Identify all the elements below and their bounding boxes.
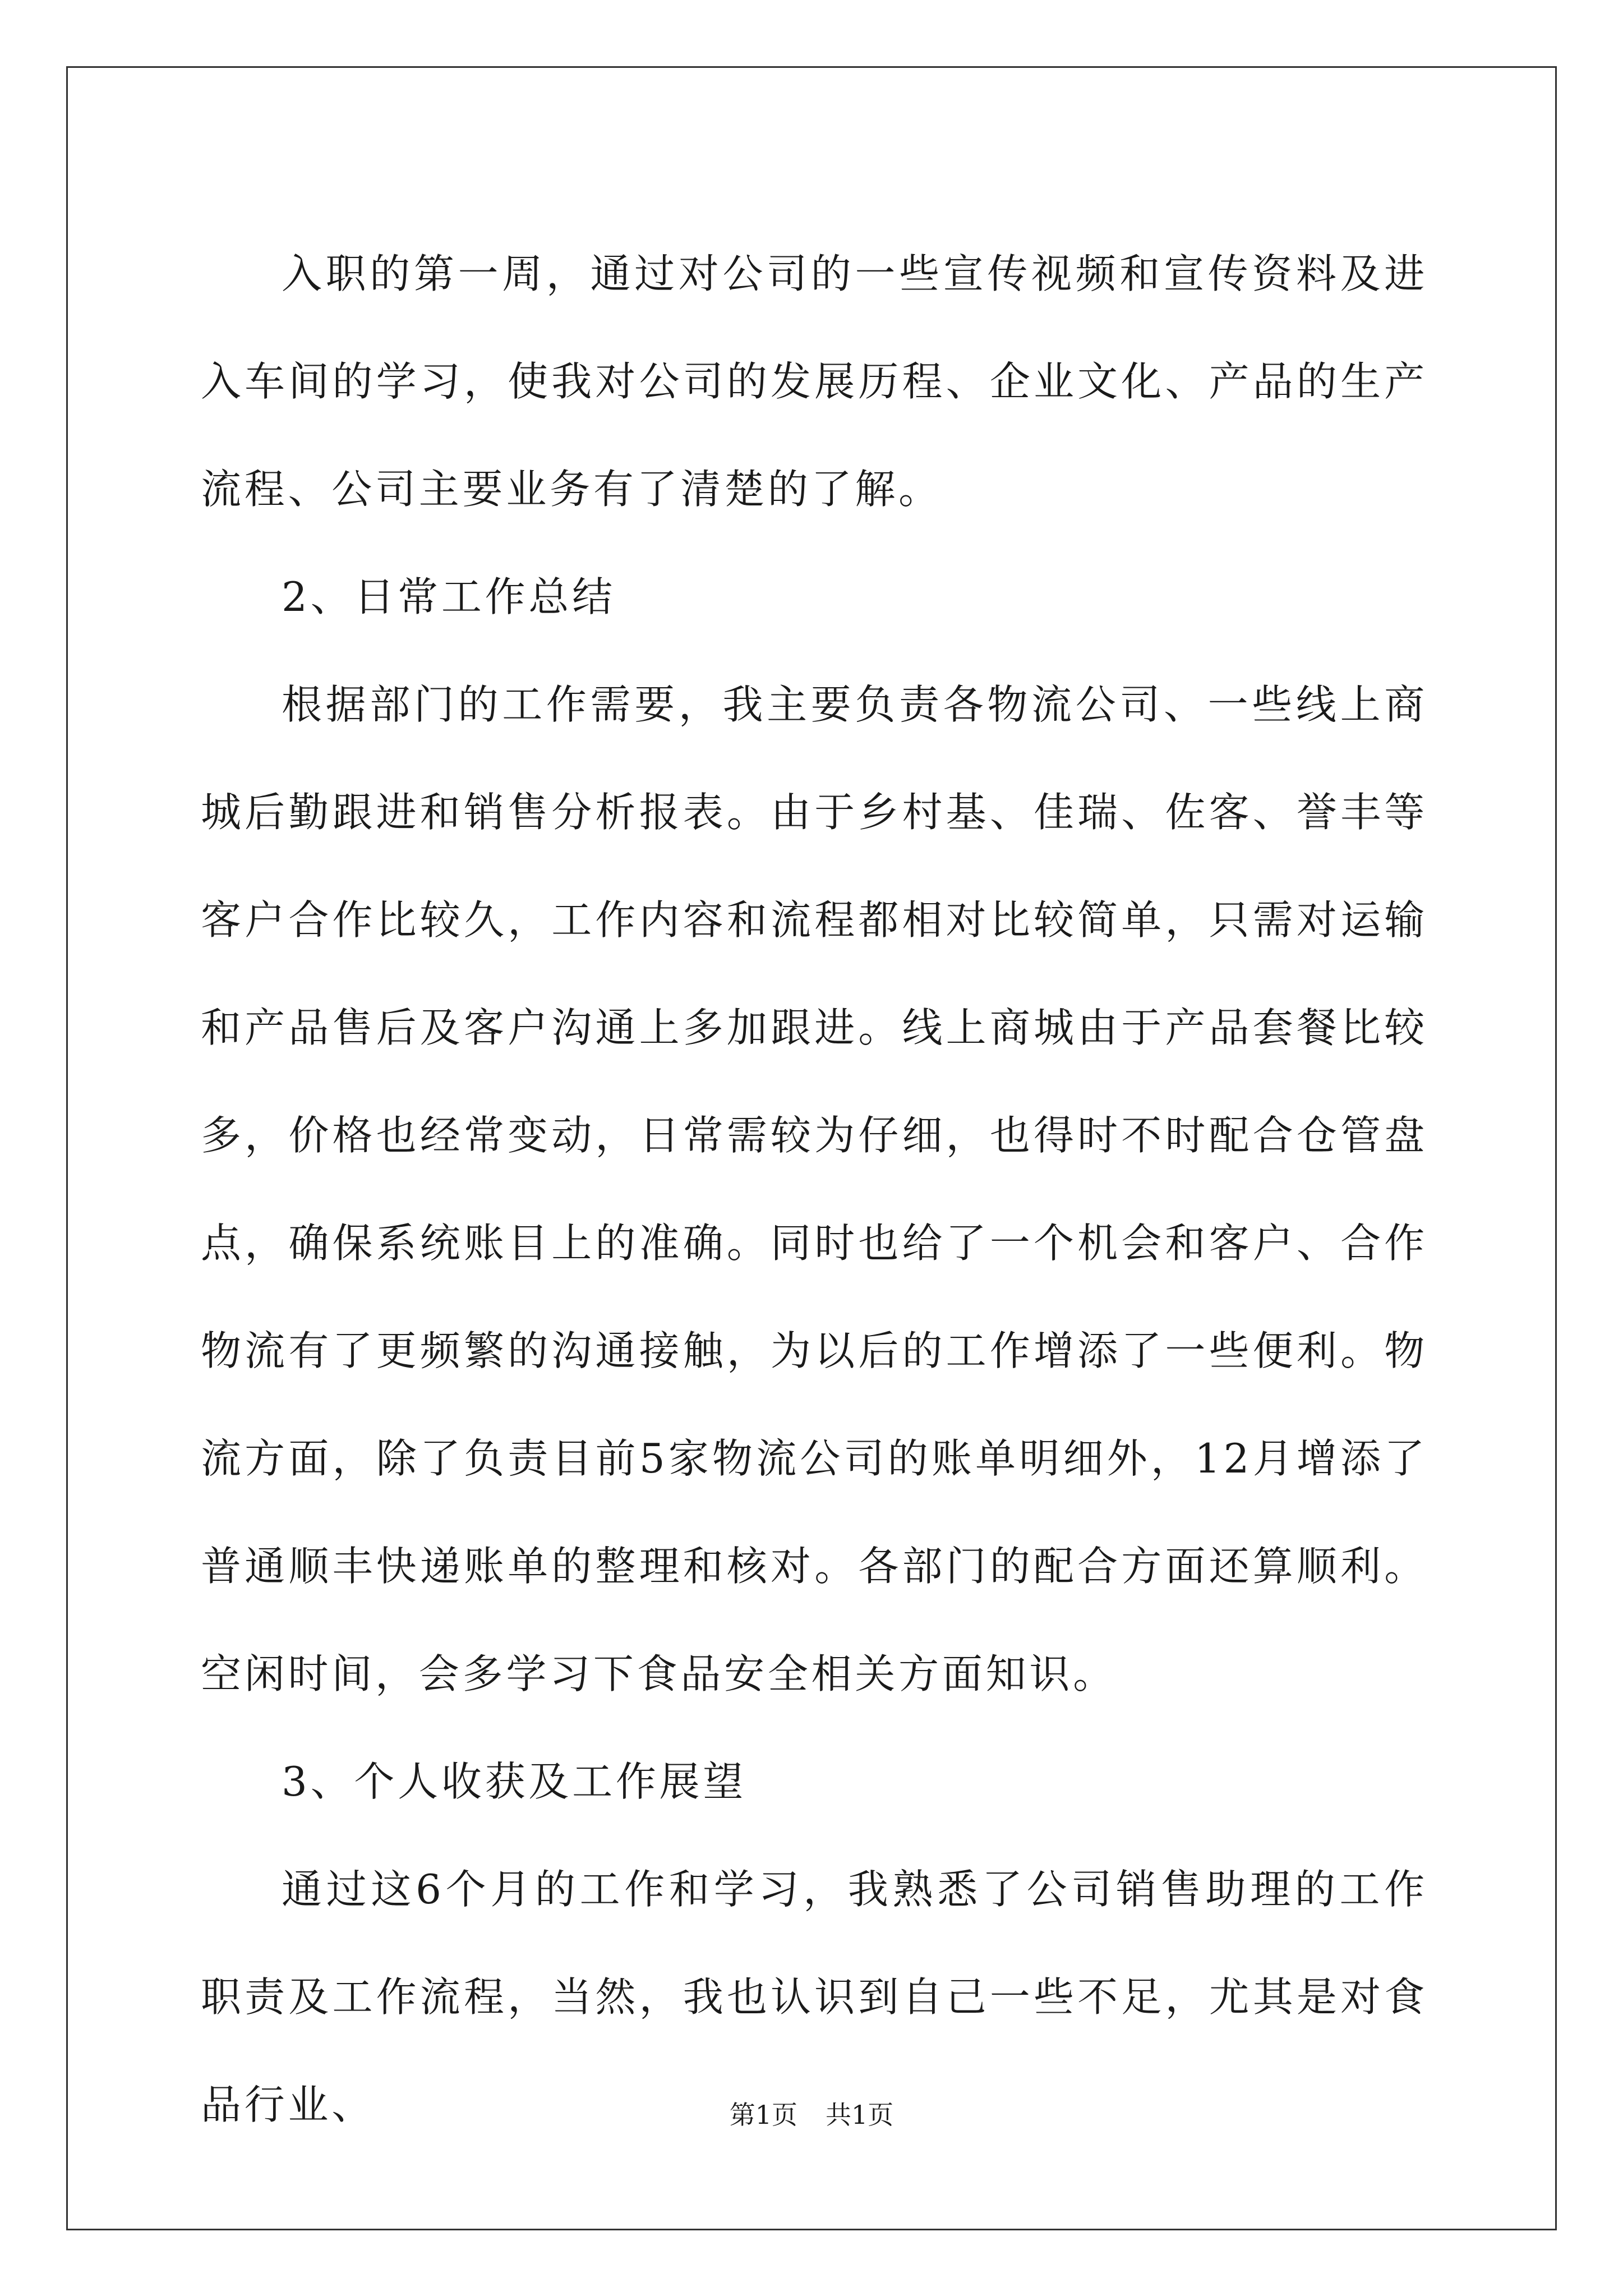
paragraph-personal-gains: 通过这6个月的工作和学习，我熟悉了公司销售助理的工作职责及工作流程，当然，我也认识到自己一些不足，尤其是对食品行业、	[201, 1866, 1428, 2128]
heading-daily-work-summary: 2、日常工作总结	[282, 573, 616, 620]
paragraph-intro: 入职的第一周，通过对公司的一些宣传视频和宣传资料及进入车间的学习，使我对公司的发展历程、企业文化、产品的生产流程、公司主要业务有了清楚的了解。	[201, 250, 1428, 513]
document-body	[201, 220, 1428, 2159]
page-number: 第1页	[729, 2100, 797, 2130]
heading-personal-gains: 3、个人收获及工作展望	[282, 1758, 747, 1805]
paragraph-daily-work: 根据部门的工作需要，我主要负责各物流公司、一些线上商城后勤跟进和销售分析报表。由于乡村基、佳瑞、佐客、誉丰等客户合作比较久，工作内容和流程都相对比较简单，只需对运输和产品售后及客户沟通上多加跟进。线上商城由于产品套餐比较多，价格也经常变动，日常需较为仔细，也得时不时配合仓管盘点，确保系统账目上的准确。同时也给了一个机会和客户、合作物流有了更频繁的沟通接触，为以后的工作增添了一些便利。物流方面，除了负责目前5家物流公司的账单明细外，12月增添了普通顺丰快递账单的整理和核对。各部门的配合方面还算顺利。空闲时间，会多学习下食品安全相关方面知识。	[201, 681, 1428, 1697]
page-total: 共1页	[826, 2100, 894, 2130]
page-footer	[0, 2098, 1623, 2132]
